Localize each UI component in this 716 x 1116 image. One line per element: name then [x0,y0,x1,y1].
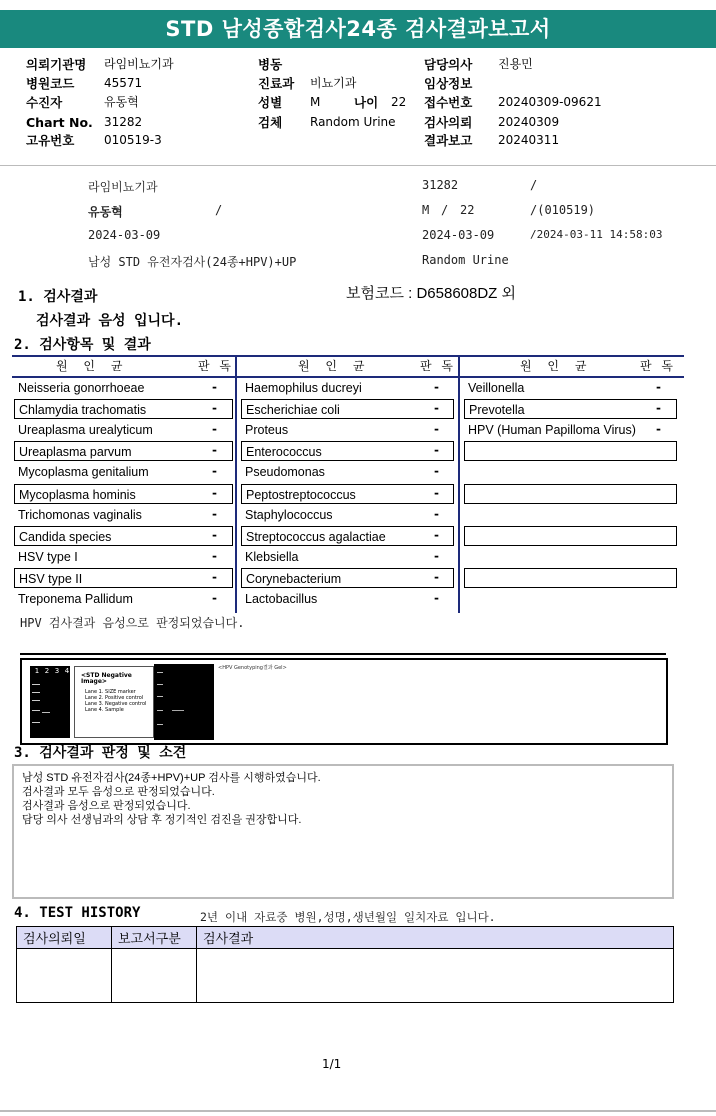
header-value: M [310,95,321,109]
header-label: 검체 [258,115,283,130]
organism-name: Ureaplasma urealyticum [18,423,153,438]
footer-rule [0,1110,716,1112]
gel-image-box [20,658,668,745]
organism-name: Lactobacillus [245,592,318,606]
header-value: 31282 [104,115,143,129]
gel-band [157,724,163,725]
gel-band [32,692,40,693]
result-value: - [434,380,439,394]
organism-name: Prevotella [464,399,677,419]
summary-receipt-date: 2024-03-09 [422,228,495,242]
result-value: - [212,401,217,416]
result-value: - [434,506,439,521]
result-value: - [212,506,217,521]
summary-sex: M [422,203,430,217]
organism-name: Staphylococcus [245,507,333,522]
result-value: - [656,380,661,394]
organism-name: Escherichiae coli [241,399,454,419]
summary-hospital: 라임비뇨기과 [88,180,158,194]
result-value: - [434,485,439,500]
gel-band [42,712,50,713]
gel-caption-title: <STD Negative Image> [81,672,132,685]
header-label: Chart No. [26,115,93,130]
summary-slash: / [215,203,223,217]
column-header-result: 판 독 [420,359,456,373]
header-value: 20240309 [498,115,560,129]
result-value: - [434,422,439,437]
summary-patient: 유동혁 [88,205,123,219]
empty-result-cell [464,526,677,546]
header-value: 45571 [104,76,143,90]
organism-name: Mycoplasma hominis [14,484,233,504]
history-cell [17,949,112,1003]
header-label: 병동 [258,57,283,72]
column-header-result: 판 독 [198,359,234,373]
summary-slash: / [441,203,449,217]
organism-name: HSV type II [14,568,233,588]
result-value: - [212,422,217,437]
header-label: 담당의사 [424,57,473,72]
result-value: - [434,591,439,605]
organism-name: Mycoplasma genitalium [18,465,149,480]
result-value: - [434,569,439,584]
hpv-note: HPV 검사결과 음성으로 판정되었습니다. [20,616,245,630]
opinion-line: 검사결과 음성으로 판정되었습니다. [22,800,191,812]
header-value: 진용민 [498,57,533,71]
history-cell [197,949,674,1003]
summary-chart: 31282 [422,178,459,192]
section4-title: 4. TEST HISTORY [14,905,141,921]
summary-request-date: 2024-03-09 [88,228,161,242]
empty-result-cell [464,462,677,482]
organism-name: Peptostreptococcus [241,484,454,504]
hpv-gel-image [154,664,214,740]
opinion-line: 담당 의사 선생님과의 상담 후 정기적인 검진을 권장합니다. [22,814,302,826]
history-col-request-date: 검사의뢰일 [17,927,112,949]
header-value: 비뇨기과 [310,76,357,90]
empty-result-cell [464,441,677,461]
summary-report-datetime: /2024-03-11 14:58:03 [530,228,663,241]
result-value: - [212,443,217,458]
result-value: - [434,464,439,479]
results-table-header-border [12,376,684,378]
result-value: - [656,422,661,437]
header-label: 병원코드 [26,76,75,91]
history-table [16,926,674,1003]
header-value: 라임비뇨기과 [104,57,174,71]
result-value: - [212,548,217,563]
result-value: - [434,527,439,542]
gel-caption-line: Lane 3. Negative control [85,701,147,707]
header-label: 고유번호 [26,133,75,148]
result-value: - [212,464,217,479]
result-value: - [434,401,439,416]
section3-title: 3. 검사결과 판정 및 소견 [14,745,187,761]
gel-band [32,722,40,723]
report-title: STD 남성종합검사24종 검사결과보고서 [0,10,716,48]
header-label: 진료과 [258,76,295,91]
organism-name: Pseudomonas [245,465,325,480]
gel-band [32,700,40,701]
gel-caption [74,666,154,738]
opinion-line: 남성 STD 유전자검사(24종+HPV)+UP 검사를 시행하였습니다. [22,772,321,784]
organism-name: Streptococcus agalactiae [241,526,454,546]
gel-lane-labels [32,667,72,675]
column-header-organism: 원 인 균 [520,359,593,373]
header-label: 임상정보 [424,76,473,91]
header-value: 20240311 [498,133,560,147]
header-divider [0,165,716,166]
organism-name: Ureaplasma parvum [14,441,233,461]
header-label: 결과보고 [424,133,473,148]
history-header-row [17,927,674,949]
hpv-gel-caption: <HPV Genotyping결과 Gel> [218,665,287,671]
history-col-result: 검사결과 [197,927,674,949]
column-header-result: 판 독 [640,359,676,373]
header-label: 성별 [258,95,283,110]
result-value: - [434,443,439,458]
header-value: Random Urine [310,115,396,129]
summary-id: /(010519) [530,203,596,217]
column-divider [235,355,237,613]
column-header-organism: 원 인 균 [298,359,371,373]
header-label: 수진자 [26,95,63,110]
gel-band [32,684,40,685]
gel-band [157,684,163,685]
column-header-organism: 원 인 균 [56,359,129,373]
organism-name: Enterococcus [241,441,454,461]
section1-result: 검사결과 음성 입니다. [36,313,184,329]
gel-band [157,696,163,697]
organism-name: HSV type I [18,549,78,564]
organism-name: Corynebacterium [241,568,454,588]
organism-name: Chlamydia trachomatis [14,399,233,419]
gel-band [172,710,184,711]
header-value: 20240309-09621 [498,95,602,109]
organism-name: Haemophilus ducreyi [245,381,362,395]
organism-name: Treponema Pallidum [18,592,133,606]
page-number: 1/1 [322,1057,342,1071]
gel-band [157,710,163,711]
summary-block [0,170,716,275]
summary-specimen: Random Urine [422,253,509,267]
empty-result-cell [464,547,677,567]
gel-lane-label: 2 [44,667,50,675]
organism-name: Veillonella [468,381,525,395]
organism-name: HPV (Human Papilloma Virus) [468,423,636,438]
gel-caption-line: Lane 1. SIZE marker [85,689,136,695]
empty-result-cell [464,505,677,525]
history-empty-row [17,949,674,1003]
organism-name: Neisseria gonorrhoeae [18,381,145,395]
gel-lane-label: 4 [64,667,70,675]
column-divider [458,355,460,613]
history-note: 2년 이내 자료중 병원,성명,생년월일 일치자료 입니다. [200,910,496,924]
gel-caption-line: Lane 4. Sample [85,707,124,713]
results-table-top-border [12,355,684,357]
insurance-code: 보험코드 : D658608DZ 외 [346,285,517,302]
gel-lane-label: 3 [54,667,60,675]
result-value: - [212,485,217,500]
gel-image-left [30,666,70,738]
history-col-report-type: 보고서구분 [112,927,197,949]
organism-name: Trichomonas vaginalis [18,507,142,522]
organism-name: Proteus [245,423,289,438]
summary-age: 22 [460,203,475,217]
gel-lane-label: 1 [34,667,40,675]
section1-title: 1. 검사결과 [18,289,98,305]
gel-caption-line: Lane 2. Positive control [85,695,144,701]
result-value: - [212,527,217,542]
opinion-line: 검사결과 모두 음성으로 판정되었습니다. [22,786,215,798]
result-value: - [212,591,217,605]
gel-band [32,710,40,711]
header-info [0,54,716,154]
empty-result-cell [464,568,677,588]
header-value: 유동혁 [104,95,139,109]
header-label: 의뢰기관명 [26,57,87,72]
history-cell [112,949,197,1003]
header-label: 나이 [354,95,379,110]
header-value: 22 [391,95,407,109]
result-value: - [212,380,217,394]
organism-name: Klebsiella [245,549,299,564]
empty-result-cell [464,484,677,504]
summary-test-name: 남성 STD 유전자검사(24종+HPV)+UP [88,255,297,269]
header-label: 검사의뢰 [424,115,473,130]
summary-slash: / [530,178,538,192]
gel-image-top-rule [20,653,666,655]
result-value: - [434,548,439,563]
opinion-box [12,764,674,899]
header-value: 010519-3 [104,133,162,147]
header-label: 접수번호 [424,95,473,110]
organism-name: Candida species [14,526,233,546]
result-value: - [212,569,217,584]
section2-title: 2. 검사항목 및 결과 [14,337,151,353]
gel-band [157,672,163,673]
result-value: - [656,401,661,416]
